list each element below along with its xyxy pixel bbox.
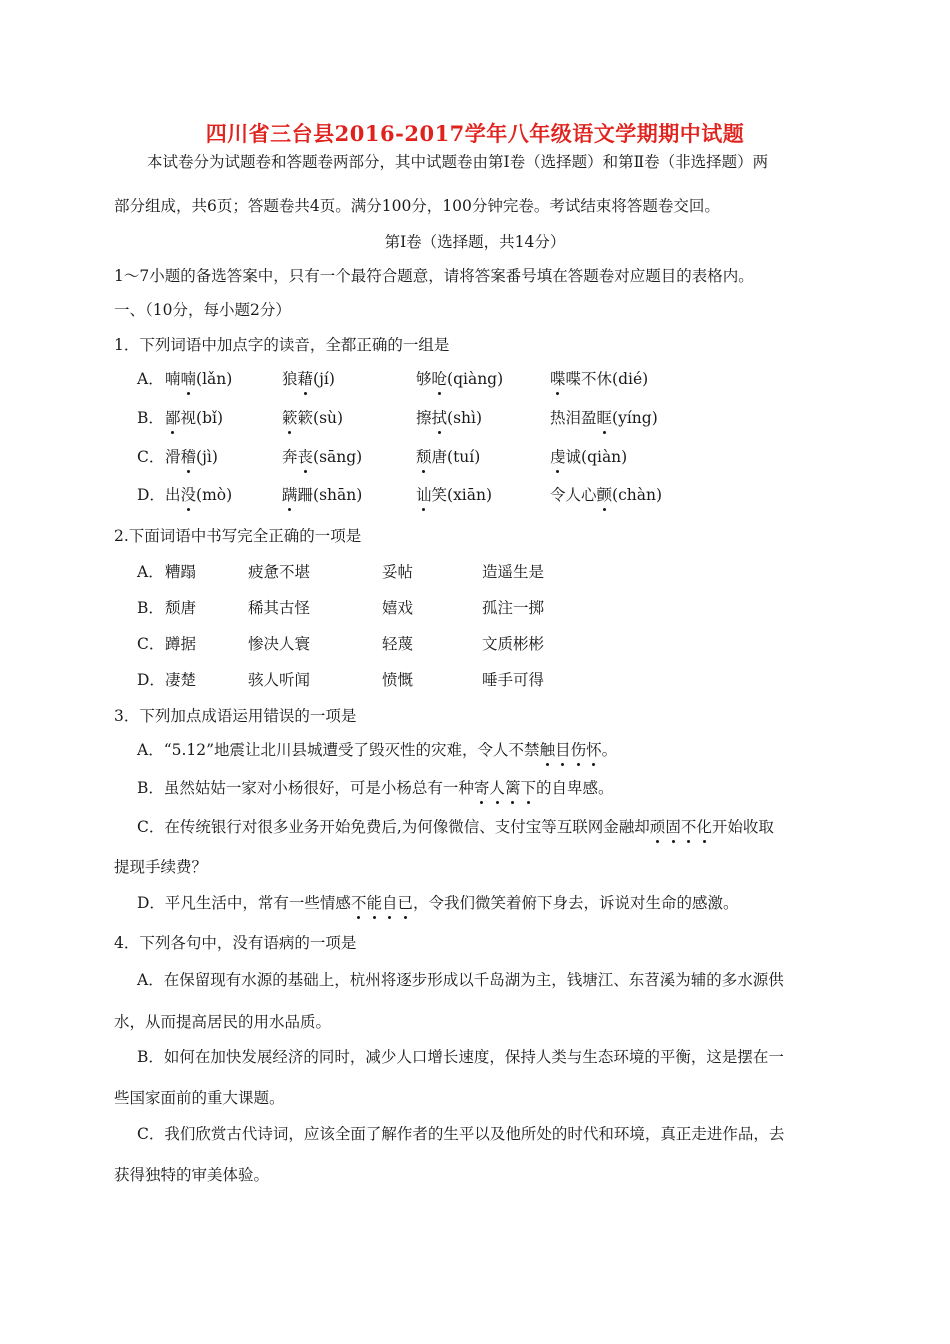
- q4-option-a: A．在保留现有水源的基础上，杭州将逐步形成以千岛湖为主，钱塘江、东苕溪为辅的多水源供: [137, 971, 784, 989]
- q2-word: 妥帖: [382, 563, 414, 581]
- q3-stem: 3．下列加点成语运用错误的一项是: [114, 707, 357, 725]
- q2-word: 颓唐: [165, 599, 197, 617]
- q1-word: 鄙视(bǐ): [165, 409, 223, 427]
- dotted-idiom: [351, 894, 413, 912]
- q4-stem: 4．下列各句中，没有语病的一项是: [114, 934, 357, 952]
- q2-option-label: B．: [137, 599, 164, 617]
- dotted-idiom: [540, 741, 602, 759]
- q1-option-label: D．: [137, 486, 165, 504]
- q4-option-c-cont: 获得独特的审美体验。: [114, 1166, 270, 1184]
- dotted-char: 喃: [180, 370, 197, 388]
- q1-option-label: B．: [137, 409, 164, 427]
- q3-option-b: B．虽然姑姑一家对小杨很好，可是小杨总有一种寄人篱下的自卑感。: [137, 779, 614, 797]
- dotted-char: 讪: [416, 486, 432, 504]
- q2-word: 愤慨: [382, 671, 414, 689]
- dotted-char: 篱: [504, 779, 521, 797]
- q2-option-label: A．: [137, 563, 164, 581]
- dotted-char: 藉: [297, 370, 314, 388]
- dotted-char: 已: [397, 894, 413, 912]
- dotted-char: 簌: [282, 409, 298, 427]
- q1-word: 蹒跚(shān): [282, 486, 363, 504]
- q1-option-label: C．: [137, 448, 165, 466]
- q4-option-c: C．我们欣赏古代诗词，应该全面了解作者的生平以及他所处的时代和环境，真正走进作品，去: [137, 1125, 785, 1143]
- q3-option-d: D．平凡生活中，常有一些情感不能自已，令我们微笑着俯下身去，诉说对生命的感激。: [137, 894, 739, 912]
- dotted-char: 触: [539, 741, 556, 759]
- instruction: 1～7小题的备选答案中，只有一个最符合题意，请将答案番号填在答题卷对应题目的表格内。: [114, 267, 754, 285]
- dotted-char: 拭: [431, 409, 448, 427]
- dotted-char: 顽: [649, 818, 666, 836]
- q2-option-label: D．: [137, 671, 165, 689]
- q1-word: 滑稽(jì): [165, 448, 218, 466]
- q2-option-label: C．: [137, 635, 165, 653]
- dotted-char: 人: [489, 779, 505, 797]
- q1-word: 擦拭(shì): [416, 409, 483, 427]
- q4-option-b-cont: 些国家面前的重大课题。: [114, 1089, 285, 1107]
- q3-option-c-cont: 提现手续费？: [114, 858, 208, 876]
- q1-word: 颓唐(tuí): [416, 448, 481, 466]
- section-title: 第Ⅰ卷（选择题，共14分）: [384, 233, 566, 251]
- dotted-char: 寄: [473, 779, 490, 797]
- q2-word: 蹲据: [165, 635, 197, 653]
- q1-word: 令人心颤(chàn): [550, 486, 663, 504]
- q2-word: 惨决人寰: [248, 635, 311, 653]
- q2-word: 骇人听闻: [248, 671, 311, 689]
- dotted-char: 目: [555, 741, 571, 759]
- dotted-char: 不: [680, 818, 697, 836]
- dotted-char: 虔: [550, 448, 566, 466]
- q2-word: 凄楚: [165, 671, 197, 689]
- dotted-char: 鄙: [165, 409, 181, 427]
- q1-option-label: A．: [137, 370, 164, 388]
- q2-word: 稀其古怪: [248, 599, 311, 617]
- dotted-char: 下: [520, 779, 536, 797]
- exam-title: 四川省三台县2016-2017学年八年级语文学期期中试题: [205, 121, 745, 146]
- dotted-idiom: [650, 818, 712, 836]
- dotted-char: 自: [381, 894, 398, 912]
- q1-word: 出没(mò): [165, 486, 233, 504]
- dotted-char: 稽: [180, 448, 197, 466]
- q1-word: 簌簌(sù): [282, 409, 344, 427]
- q2-word: 孤注一掷: [482, 599, 545, 617]
- q1-word: 喋喋不休(dié): [550, 370, 649, 388]
- dotted-char: 化: [696, 818, 712, 836]
- q2-word: 糟蹋: [165, 563, 197, 581]
- dotted-idiom: [474, 779, 536, 797]
- q4-option-b: B．如何在加快发展经济的同时，减少人口增长速度，保持人类与生态环境的平衡，这是摆在一: [137, 1048, 784, 1066]
- dotted-char: 丧: [297, 448, 314, 466]
- dotted-char: 固: [665, 818, 681, 836]
- q1-stem: 1．下列词语中加点字的读音，全都正确的一组是: [114, 336, 450, 354]
- q3-option-a: A．“5.12”地震让北川县城遭受了毁灭性的灾难，令人不禁触目伤怀。: [137, 741, 618, 759]
- q2-word: 疲惫不堪: [248, 563, 311, 581]
- q2-word: 轻蔑: [382, 635, 414, 653]
- q1-word: 讪笑(xiān): [416, 486, 493, 504]
- dotted-char: 没: [180, 486, 197, 504]
- intro-line-1: 本试卷分为试题卷和答题卷两部分，其中试题卷由第Ⅰ卷（选择题）和第Ⅱ卷（非选择题）两: [147, 153, 769, 171]
- part-heading: 一、（10分，每小题2分）: [114, 301, 291, 319]
- dotted-char: 眶: [596, 409, 613, 427]
- dotted-char: 呛: [431, 370, 448, 388]
- q1-word: 奔丧(sāng): [282, 448, 363, 466]
- dotted-char: 不: [350, 894, 367, 912]
- q2-word: 文质彬彬: [482, 635, 545, 653]
- dotted-char: 伤: [570, 741, 587, 759]
- dotted-char: 蹒: [282, 486, 298, 504]
- dotted-char: 怀: [586, 741, 602, 759]
- q3-option-c: C．在传统银行对很多业务开始免费后,为何像微信、支付宝等互联网金融却顽固不化开始收取: [137, 818, 774, 836]
- q1-word: 狼藉(jí): [282, 370, 335, 388]
- q2-word: 嬉戏: [382, 599, 414, 617]
- q2-word: 造遥生是: [482, 563, 545, 581]
- q1-word: 热泪盈眶(yíng): [550, 409, 658, 427]
- dotted-char: 颓: [416, 448, 432, 466]
- dotted-char: 能: [366, 894, 382, 912]
- q2-word: 唾手可得: [482, 671, 545, 689]
- dotted-char: 颤: [596, 486, 613, 504]
- q1-word: 喃喃(lǎn): [165, 370, 233, 388]
- q2-stem: 2.下面词语中书写完全正确的一项是: [114, 527, 362, 545]
- intro-line-2: 部分组成，共6页；答题卷共4页。满分100分，100分钟完卷。考试结束将答题卷交回。: [114, 197, 720, 215]
- q1-word: 虔诚(qiàn): [550, 448, 628, 466]
- q1-word: 够呛(qiàng): [416, 370, 504, 388]
- dotted-char: 喋: [550, 370, 566, 388]
- q4-option-a-cont: 水，从而提高居民的用水品质。: [114, 1013, 332, 1031]
